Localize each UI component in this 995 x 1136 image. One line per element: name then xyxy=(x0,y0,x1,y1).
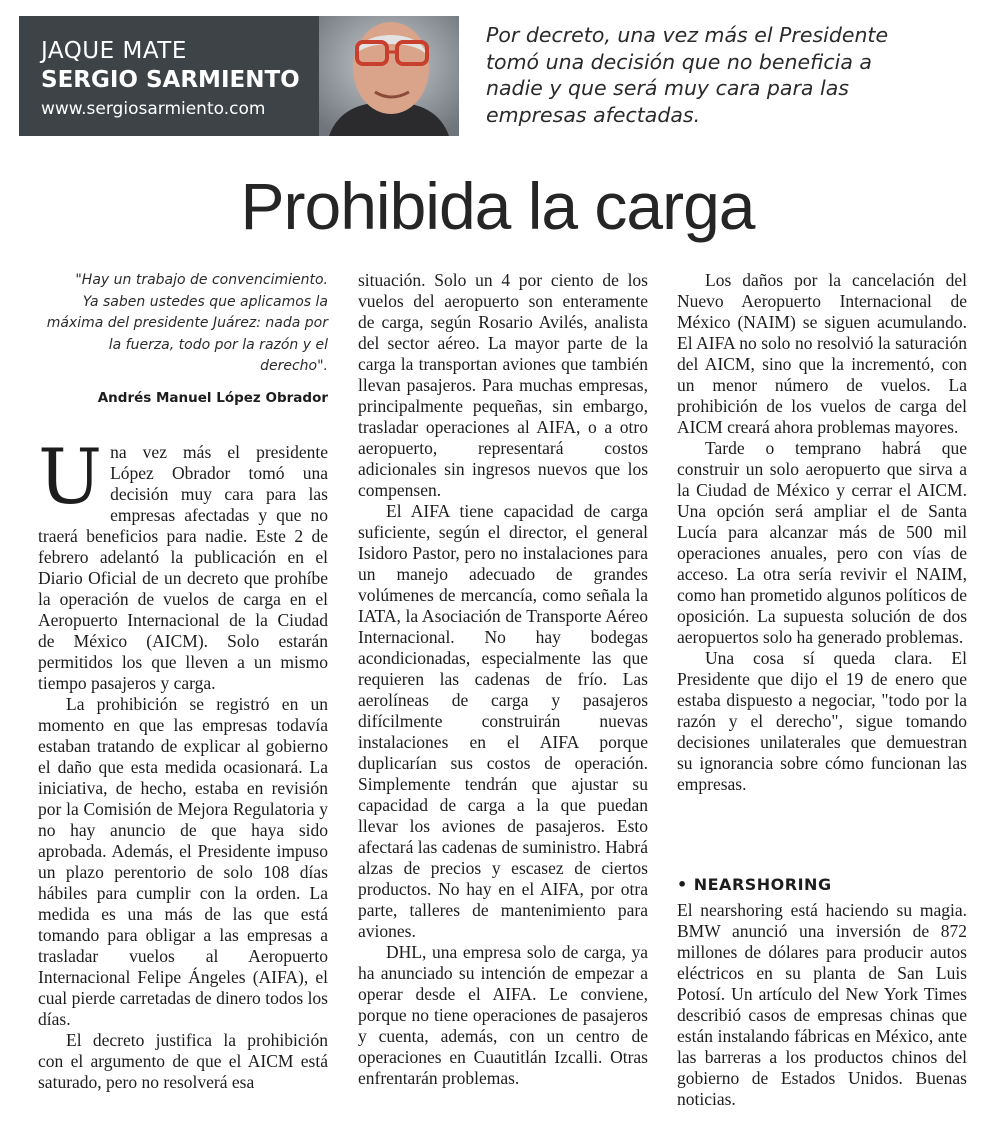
paragraph-1 xyxy=(38,432,328,694)
column-2 xyxy=(358,270,648,1089)
article-deck: Por decreto, una vez más el Presidente tomó una decisión que no beneficia a nadie y que será muy cara para las empresas afectadas. xyxy=(486,23,889,127)
column-name: JAQUE MATE xyxy=(41,38,187,64)
article-body-end xyxy=(677,270,967,795)
nearshoring-section xyxy=(677,874,967,1110)
author-portrait-icon xyxy=(319,16,459,136)
author-name: SERGIO SARMIENTO xyxy=(41,67,300,93)
headline: Prohibida la carga xyxy=(240,169,755,243)
nearshoring-heading-text: NEARSHORING xyxy=(693,875,832,894)
paragraph-1-text: na vez más el presidente López Obrador tomó una decisión muy cara para las empresas afectadas y que no traerá beneficios para nadie. Este 2 de febrero adelantó la publicación en el Diario Oficial de un decreto que prohíbe la operación de vuelos de carga en el Aeropuerto Internacional de la Ciudad de México (AICM). Solo estarán permitidos los que lleven a un mismo tiempo pasajeros y carga. xyxy=(38,442,328,693)
paragraph-3: El decreto justifica la prohibición con el argumento de que el AICM está saturado, pero no resolverá esa xyxy=(38,1030,328,1092)
article-body-start xyxy=(38,432,328,1093)
paragraph-8: Una cosa sí queda clara. El Presidente que dijo el 19 de enero que estaba dispuesto a negociar, "todo por la razón y el derecho", sigue tomando decisiones unilaterales que demuestran su ignorancia sobre cómo funcionan las empresas. xyxy=(677,648,967,794)
nearshoring-heading xyxy=(677,874,967,896)
column-1 xyxy=(38,270,328,1092)
column-header xyxy=(19,16,459,136)
paragraph-7: Tarde o temprano habrá que construir un solo aeropuerto que sirva a la Ciudad de México y cerrar el AICM. Una opción será ampliar el de Santa Lucía para alcanzar más de 500 mil operaciones anuales, pero con vías de acceso. La otra sería revivir el NAIM, como han prometido algunos políticos de oposición. La supuesta solución de dos aeropuertos solo ha generado problemas. xyxy=(677,438,967,647)
epigraph-quote: "Hay un trabajo de convencimiento. Ya saben ustedes que aplicamos la máxima del presidente Juárez: nada por la fuerza, todo por la razón y el derecho". xyxy=(46,272,328,374)
paragraph-5: DHL, una empresa solo de carga, ya ha anunciado su intención de empezar a operar desde el AIFA. Le conviene, porque no tiene operaciones de pasajeros y cuenta, además, con un centro de operaciones en Cuautitlán Izcalli. Otras enfrentarán problemas. xyxy=(358,942,648,1088)
epigraph-author: Andrés Manuel López Obrador xyxy=(97,389,328,406)
nearshoring-text: El nearshoring está haciendo su magia. BMW anunció una inversión de 872 millones de dólares para producir autos eléctricos en su planta de San Luis Potosí. Un artículo del New York Times describió casos de empresas chinas que están instalando fábricas en México, ante las barreras a los productos chinos del gobierno de Estados Unidos. Buenas noticias. xyxy=(677,900,967,1109)
column-3 xyxy=(677,270,967,1109)
drop-cap: U xyxy=(38,432,103,521)
bullet-icon: • xyxy=(677,875,688,894)
paragraph-4: El AIFA tiene capacidad de carga suficiente, según el director, el general Isidoro Pastor, pero no instalaciones para un manejo adecuado de grandes volúmenes de mercancía, como señala la IATA, la Asociación de Transporte Aéreo Internacional. No hay bodegas acondicionadas, especialmente las que requieren las cadenas de frío. Las aerolíneas de carga y pasajeros difícilmente construirán nuevas instalaciones en el AIFA porque duplicarían sus costos de operación. Simplemente tendrán que ajustar su capacidad de carga a la que puedan llevar los aviones de pasajeros. Esto afectará las cadenas de suministro. Habrá alzas de precios y escasez de ciertos productos. No hay en el AIFA, por otra parte, talleres de mantenimiento para aviones. xyxy=(358,501,648,941)
paragraph-2: La prohibición se registró en un momento en que las empresas todavía estaban tratando de explicar al gobierno el daño que esta medida ocasionará. La iniciativa, de hecho, estaba en revisión por la Comisión de Mejora Regulatoria y no hay anuncio de que haya sido aprobada. Además, el Presidente impuso un plazo perentorio de solo 108 días hábiles para cumplir con la orden. La medida es una más de las que está tomando para obligar a las empresas a trasladar vuelos al Aeropuerto Internacional Felipe Ángeles (AIFA), el cual pierde carretadas de dinero todos los días. xyxy=(38,694,328,1029)
author-website[interactable]: www.sergiosarmiento.com xyxy=(41,99,266,119)
paragraph-6: Los daños por la cancelación del Nuevo Aeropuerto Internacional de México (NAIM) se siguen acumulando. El AIFA no solo no resolvió la saturación del AICM, sino que la incrementó, con un menor número de vuelos. La prohibición de los vuelos de carga del AICM creará ahora problemas mayores. xyxy=(677,270,967,437)
paragraph-3-continued: situación. Solo un 4 por ciento de los vuelos del aeropuerto son enteramente de carga, según Rosario Avilés, analista del sector aéreo. La mayor parte de la carga la transportan aviones que también llevan pasajeros. Para muchas empresas, principalmente pequeñas, sin embargo, trasladar operaciones al AIFA, o a otro aeropuerto, representará costos adicionales sin ingresos nuevos que los compensen. xyxy=(358,270,648,500)
